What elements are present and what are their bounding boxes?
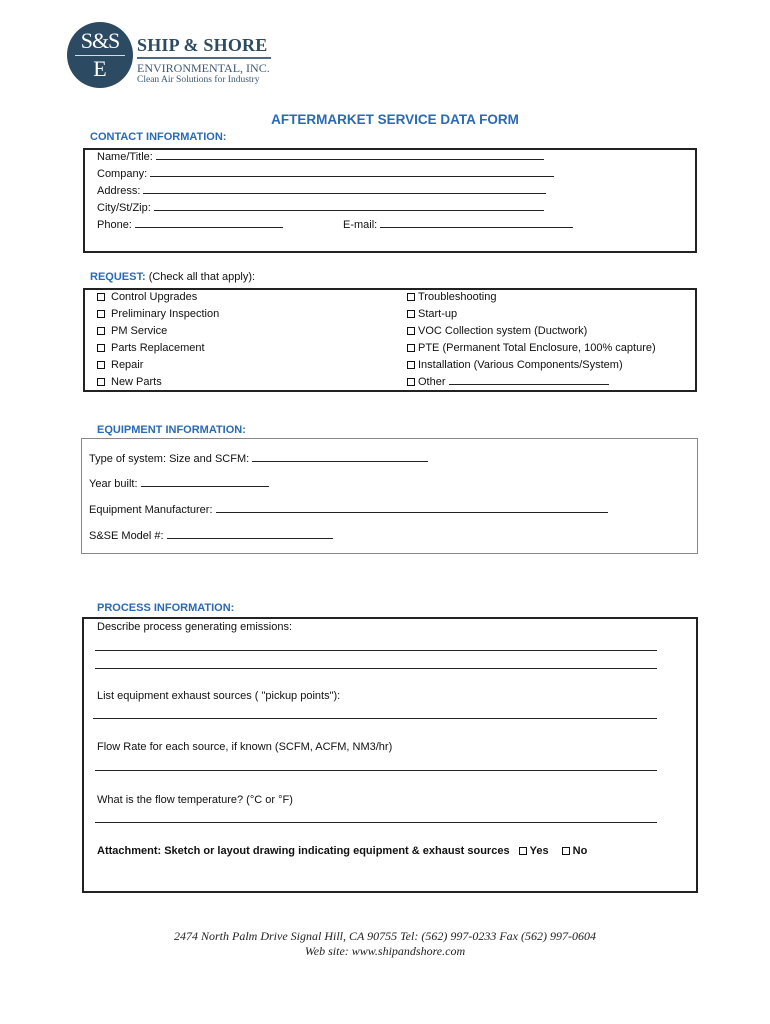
list-sources-line[interactable] [93,718,657,719]
request-option[interactable] [407,306,656,323]
flow-rate-line[interactable] [95,770,657,771]
request-option-label: New Parts [111,376,162,388]
checkbox[interactable] [407,327,415,335]
city-st-zip-field[interactable] [154,200,544,211]
city-row [97,200,544,217]
describe-line-2[interactable] [95,668,657,669]
request-option[interactable] [97,374,219,391]
request-option[interactable] [407,289,656,306]
manufacturer-row [89,502,608,519]
email-field[interactable] [380,217,573,228]
request-option-label: Repair [111,359,144,371]
checkbox[interactable] [407,293,415,301]
request-option-label: PM Service [111,325,168,337]
name-title-label: Name/Title: [97,151,153,163]
request-option[interactable] [97,340,219,357]
request-option[interactable] [407,357,656,374]
company-row [97,166,554,183]
request-option-label: Troubleshooting [418,291,497,303]
request-option[interactable] [97,306,219,323]
list-sources-label: List equipment exhaust sources ( "pickup points"): [97,690,341,702]
request-option-label: VOC Collection system (Ductwork) [418,325,588,337]
address-row [97,183,546,200]
request-option[interactable] [407,323,656,340]
process-section-label: PROCESS INFORMATION: [97,602,235,614]
city-st-zip-label: City/St/Zip: [97,202,151,214]
manufacturer-label: Equipment Manufacturer: [89,504,213,516]
logo-monogram-bottom: E [93,56,107,81]
attachment-label: Attachment: Sketch or layout drawing indicating equipment & exhaust sources [97,845,510,857]
footer-address: 2474 North Palm Drive Signal Hill, CA 90755 Tel: (562) 997-0233 Fax (562) 997-0604 [174,929,596,943]
request-option-label: Other [418,376,446,388]
describe-line-1[interactable] [95,650,657,651]
email-row [343,217,573,234]
checkbox[interactable] [97,361,105,369]
describe-label: Describe process generating emissions: [97,621,293,633]
phone-label: Phone: [97,219,132,231]
request-label: REQUEST: [90,271,146,283]
request-note: (Check all that apply): [148,271,256,283]
checkbox[interactable] [97,344,105,352]
logo-subtitle: ENVIRONMENTAL, INC. [137,61,270,75]
system-type-row [89,451,428,468]
request-option-label: Preliminary Inspection [111,308,220,320]
request-option[interactable] [97,289,219,306]
checkbox[interactable] [97,310,105,318]
logo-monogram-top: S&S [80,28,120,53]
address-field[interactable] [143,183,546,194]
address-label: Address: [97,185,141,197]
phone-row [97,217,283,234]
logo-company-name: SHIP & SHORE [137,35,268,55]
request-option[interactable] [97,357,219,374]
footer-website: Web site: www.shipandshore.com [304,944,466,958]
phone-field[interactable] [135,217,283,228]
checkbox[interactable] [407,378,415,386]
request-option-label: Parts Replacement [111,342,205,354]
request-option-label: Control Upgrades [111,291,198,303]
model-field[interactable] [167,528,333,539]
other-field[interactable] [449,374,609,385]
logo-rule [137,57,271,59]
logo-tagline: Clean Air Solutions for Industry [137,75,260,85]
request-option-label: Start-up [418,308,458,320]
request-option[interactable] [97,323,219,340]
contact-section-label: CONTACT INFORMATION: [90,131,227,143]
year-built-field[interactable] [141,476,269,487]
year-built-label: Year built: [89,478,138,490]
flow-temp-line[interactable] [95,822,657,823]
form-title: AFTERMARKET SERVICE DATA FORM [271,112,519,127]
email-label: E-mail: [343,219,378,231]
request-option-label: Installation (Various Components/System) [418,359,623,371]
flow-temp-label: What is the flow temperature? (°C or °F) [97,794,293,806]
checkbox[interactable] [97,293,105,301]
request-left-column [97,289,219,391]
request-right-column [407,289,656,391]
company-logo [67,22,133,88]
name-title-row [97,149,544,166]
no-checkbox[interactable] [562,847,570,855]
checkbox[interactable] [97,327,105,335]
yes-label: Yes [529,845,549,857]
checkbox[interactable] [407,361,415,369]
year-built-row [89,476,269,493]
request-option[interactable] [407,374,656,391]
manufacturer-field[interactable] [216,502,608,513]
yes-checkbox[interactable] [519,847,527,855]
request-option-label: PTE (Permanent Total Enclosure, 100% capture) [418,342,656,354]
name-title-field[interactable] [156,149,544,160]
company-field[interactable] [150,166,554,177]
system-type-field[interactable] [252,451,428,462]
company-label: Company: [97,168,148,180]
model-row [89,528,333,545]
attachment-row [97,843,587,860]
no-label: No [572,845,588,857]
flow-rate-label: Flow Rate for each source, if known (SCFM, ACFM, NM3/hr) [97,741,393,753]
checkbox[interactable] [407,310,415,318]
request-option[interactable] [407,340,656,357]
checkbox[interactable] [97,378,105,386]
model-label: S&SE Model #: [89,530,164,542]
system-type-label: Type of system: Size and SCFM: [89,453,250,465]
request-section-label [90,271,255,283]
checkbox[interactable] [407,344,415,352]
equipment-section-label: EQUIPMENT INFORMATION: [97,424,246,436]
